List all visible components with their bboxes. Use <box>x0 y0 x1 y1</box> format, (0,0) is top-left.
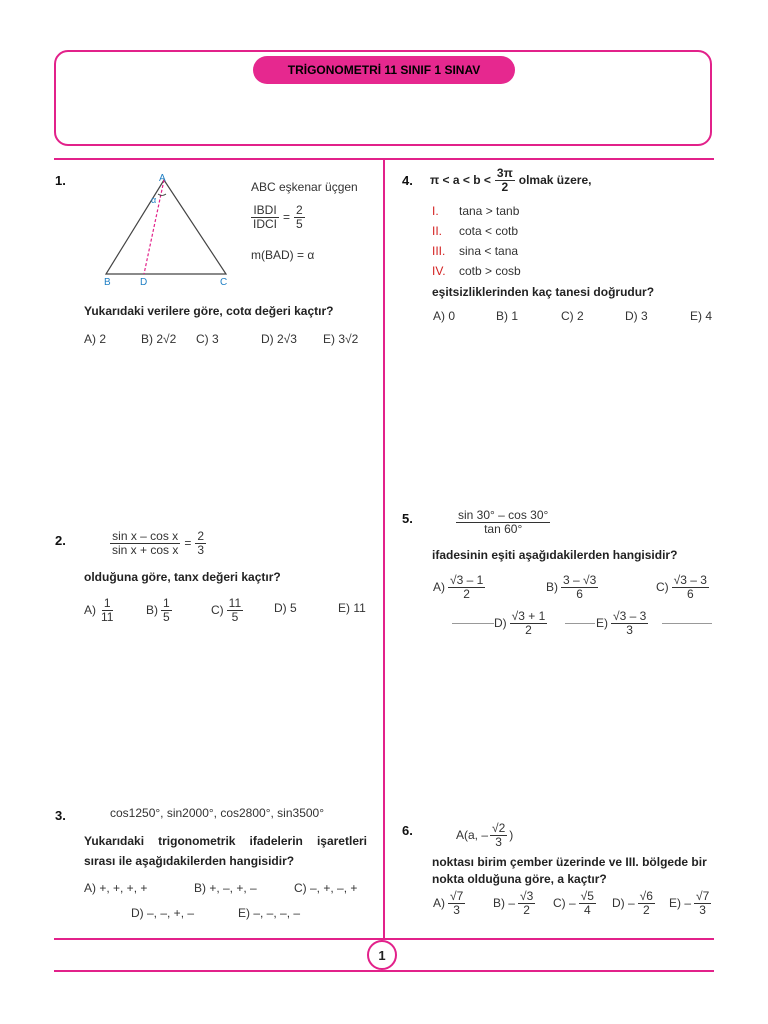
q1-option-b[interactable]: B) 2√2 <box>141 332 177 346</box>
q6-option-c[interactable] <box>553 890 596 916</box>
q4-option-b[interactable]: B) 1 <box>496 309 519 323</box>
q5-option-d-num: √3 + 1 <box>511 609 546 623</box>
q6-option-c-den: 4 <box>583 902 591 917</box>
q2-option-b-label: B) <box>146 603 158 618</box>
q5-option-b-label: B) <box>546 580 558 595</box>
q1-label-b: B <box>104 277 111 288</box>
q5-option-a[interactable] <box>433 574 485 600</box>
q4-condition <box>430 167 591 193</box>
q2-option-c-label: C) <box>211 603 224 618</box>
column-divider <box>383 158 385 938</box>
q5-option-c-label: C) <box>656 580 669 595</box>
footer-divider-bottom <box>54 970 714 972</box>
q3-option-e[interactable]: E) –, –, –, – <box>238 906 301 920</box>
q5-number: 5. <box>402 511 413 526</box>
q2-option-d[interactable]: D) 5 <box>274 601 297 615</box>
q2-option-b-den: 5 <box>163 609 170 624</box>
q2-val-num: 2 <box>197 529 205 543</box>
q2-option-a[interactable] <box>84 597 115 623</box>
q4-condition-den: 2 <box>501 179 509 194</box>
q6-option-e[interactable] <box>669 890 711 916</box>
q4-option-d[interactable]: D) 3 <box>625 309 648 323</box>
q1-triangle-diagram <box>98 170 238 288</box>
q2-expr-den: sin x + cos x <box>112 542 179 557</box>
q5-dash-left <box>452 623 494 624</box>
q6-option-d-label: D) – <box>612 896 635 911</box>
q6-number: 6. <box>402 823 413 838</box>
q5-option-d-label: D) <box>494 616 507 631</box>
q4-condition-left: π < a < b < <box>430 173 491 188</box>
q6-point-left: A(a, – <box>456 828 489 843</box>
q4-item-4-roman: IV. <box>432 264 446 278</box>
q4-item-1-text: tana > tanb <box>459 204 520 218</box>
q6-option-a-den: 3 <box>453 902 460 917</box>
q6-option-a-label: A) <box>433 896 445 911</box>
q1-label-c: C <box>220 277 228 288</box>
q3-option-b[interactable]: B) +, –, +, – <box>194 881 257 895</box>
q5-option-b-den: 6 <box>576 586 583 601</box>
q1-ratio-eq: = <box>283 210 291 225</box>
q1-ratio-den: IDCI <box>253 216 277 231</box>
q4-item-4-text: cotb > cosb <box>459 264 521 278</box>
q6-question-line2: nokta olduğuna göre, a kaçtır? <box>432 872 607 886</box>
q6-question-line1: noktası birim çember üzerinde ve III. bölgede bir <box>432 855 707 869</box>
q5-option-d[interactable] <box>494 610 547 636</box>
q5-expression <box>456 509 550 535</box>
q2-option-b-num: 1 <box>163 596 170 610</box>
q5-option-c-den: 6 <box>686 586 694 601</box>
q5-option-e[interactable] <box>596 610 648 636</box>
q6-option-b-num: √3 <box>520 889 534 903</box>
q1-angle: m(BAD) = α <box>251 248 315 262</box>
q2-option-b[interactable] <box>146 597 172 623</box>
q2-eq: = <box>184 536 192 551</box>
q3-question-line2: sırası ile aşağıdakilerden hangisidir? <box>84 854 295 868</box>
q6-option-e-den: 3 <box>699 902 706 917</box>
q5-expr-den: tan 60° <box>484 521 523 536</box>
q6-option-b-label: B) – <box>493 896 516 911</box>
q2-number: 2. <box>55 533 66 548</box>
q4-item-2-text: cota < cotb <box>459 224 519 238</box>
q2-option-a-label: A) <box>84 603 96 618</box>
q5-option-e-den: 3 <box>626 622 633 637</box>
q1-option-a[interactable]: A) 2 <box>84 332 107 346</box>
q4-option-e[interactable]: E) 4 <box>690 309 713 323</box>
q4-number: 4. <box>402 173 413 188</box>
q4-option-c[interactable]: C) 2 <box>561 309 584 323</box>
q1-option-c[interactable]: C) 3 <box>196 332 219 346</box>
q4-question: eşitsizliklerinden kaç tanesi doğrudur? <box>432 285 655 299</box>
q1-label-alpha: α <box>151 195 157 205</box>
q2-option-c[interactable] <box>211 597 243 623</box>
q4-item-2-roman: II. <box>432 224 443 238</box>
q6-option-a-num: √7 <box>450 889 464 903</box>
q1-question: Yukarıdaki verilere göre, cotα değeri kaçtır? <box>84 304 334 318</box>
q5-dash-right <box>662 623 712 624</box>
q1-number: 1. <box>55 173 66 188</box>
q3-option-d[interactable]: D) –, –, +, – <box>131 906 195 920</box>
q6-point <box>456 822 513 848</box>
q3-number: 3. <box>55 808 66 823</box>
q5-option-d-den: 2 <box>525 622 532 637</box>
q1-option-e[interactable]: E) 3√2 <box>323 332 359 346</box>
q5-option-a-label: A) <box>433 580 445 595</box>
q2-val-den: 3 <box>197 542 205 557</box>
q2-option-e[interactable]: E) 11 <box>338 601 366 615</box>
q1-ratio <box>251 204 305 230</box>
q5-option-b[interactable] <box>546 574 598 600</box>
q6-point-right: ) <box>509 828 514 843</box>
q6-point-den: 3 <box>495 834 502 849</box>
q6-option-d-num: √6 <box>639 889 653 903</box>
q5-option-e-num: √3 – 3 <box>613 609 647 623</box>
q6-option-c-label: C) – <box>553 896 576 911</box>
q2-option-c-num: 11 <box>228 596 242 610</box>
q5-option-c-num: √3 – 3 <box>673 573 707 587</box>
q3-option-c[interactable]: C) –, +, –, + <box>294 881 358 895</box>
q5-option-c[interactable] <box>656 574 709 600</box>
q5-dash-middle <box>565 623 595 624</box>
q3-question-line1: Yukarıdaki trigonometrik ifadelerin işaretleri <box>84 834 367 848</box>
q1-ratio-value-den: 5 <box>296 216 303 231</box>
exam-title: TRİGONOMETRİ 11 SINIF 1 SINAV <box>253 56 515 84</box>
q6-option-e-label: E) – <box>669 896 692 911</box>
q6-option-b-den: 2 <box>523 902 530 917</box>
q6-option-b[interactable] <box>493 890 535 916</box>
q2-question: olduğuna göre, tanx değeri kaçtır? <box>84 570 281 584</box>
q2-option-a-den: 11 <box>101 609 114 624</box>
q5-option-a-den: 2 <box>463 586 470 601</box>
q4-condition-num: 3π <box>496 166 513 180</box>
q6-point-num: √2 <box>492 821 506 835</box>
q1-label-d: D <box>140 277 148 288</box>
q5-option-e-label: E) <box>596 616 608 631</box>
q4-item-3-text: sina < tana <box>459 244 519 258</box>
q1-ratio-value-num: 2 <box>296 203 303 217</box>
q1-option-d[interactable]: D) 2√3 <box>261 332 297 346</box>
q5-question: ifadesinin eşiti aşağıdakilerden hangisidir? <box>432 548 678 562</box>
q6-option-d[interactable] <box>612 890 655 916</box>
q6-option-a[interactable] <box>433 890 465 916</box>
q5-option-a-num: √3 – 1 <box>450 573 484 587</box>
q6-option-e-num: √7 <box>696 889 710 903</box>
q2-expr-num: sin x – cos x <box>112 529 179 543</box>
q1-given-equilateral: ABC eşkenar üçgen <box>251 180 358 194</box>
q1-ratio-num: IBDI <box>253 203 277 217</box>
page-number: 1 <box>367 940 397 970</box>
q4-option-a[interactable]: A) 0 <box>433 309 456 323</box>
q5-option-b-num: 3 – √3 <box>563 573 597 587</box>
q2-option-a-num: 1 <box>103 596 111 610</box>
q3-expression: cos1250°, sin2000°, cos2800°, sin3500° <box>110 806 325 820</box>
q6-option-c-num: √5 <box>580 889 594 903</box>
q1-label-a: A <box>159 173 166 184</box>
q6-option-d-den: 2 <box>642 902 650 917</box>
q3-option-a[interactable]: A) +, +, +, + <box>84 881 148 895</box>
q5-expr-num: sin 30° – cos 30° <box>458 508 549 522</box>
q4-item-1-roman: I. <box>432 204 439 218</box>
q2-expression <box>110 530 206 556</box>
q2-option-c-den: 5 <box>231 609 239 624</box>
q4-item-3-roman: III. <box>432 244 446 258</box>
q4-condition-right: olmak üzere, <box>518 173 592 188</box>
